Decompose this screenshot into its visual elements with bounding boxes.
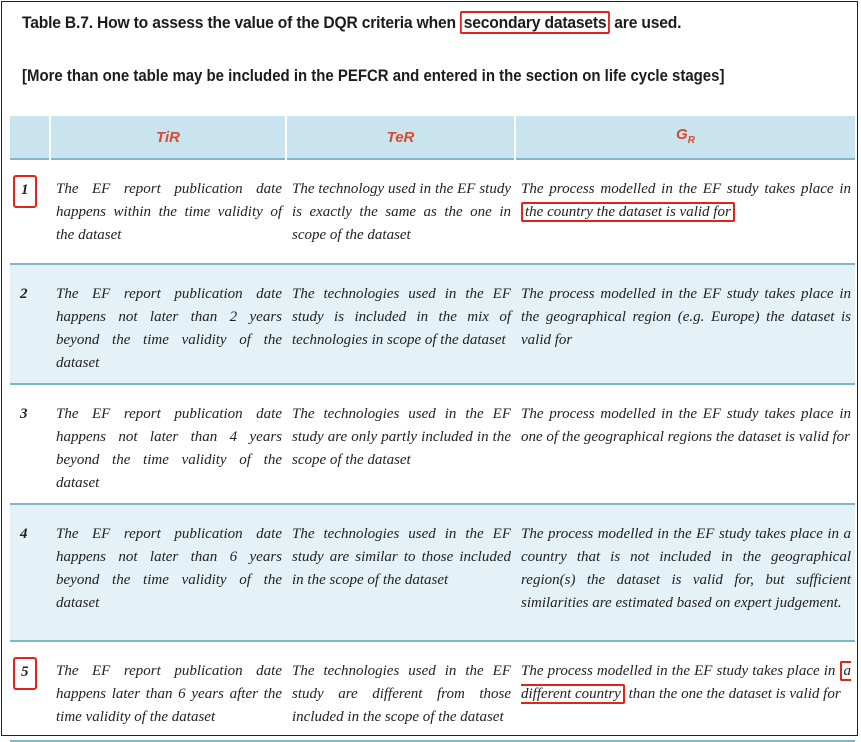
table-row <box>10 159 855 264</box>
gr-text: The process modelled in the EF study takes place in <box>521 663 840 679</box>
header-ter: TeR <box>286 116 515 159</box>
caption-suffix: are used. <box>610 13 682 32</box>
table-header <box>10 116 855 159</box>
table-row <box>10 641 855 741</box>
tir-cell: The EF report publication date happens within the time validity of the dataset <box>50 159 286 264</box>
gr-cell <box>515 159 855 264</box>
gr-highlight: a different country <box>521 663 851 702</box>
caption-highlight: secondary datasets <box>460 11 610 34</box>
table-row <box>10 384 855 504</box>
gr-text-after: than the one the dataset is valid for <box>624 686 841 702</box>
ter-cell: The technologies used in the EF study are only partly included in the scope of the dataset <box>286 384 515 504</box>
header-tir: TiR <box>50 116 286 159</box>
header-gr <box>515 116 855 159</box>
row-number-highlight: 5 <box>13 657 37 690</box>
gr-cell <box>515 264 855 384</box>
gr-cell <box>515 504 855 641</box>
tir-cell: The EF report publication date happens not later than 2 years beyond the time validity of the dataset <box>50 264 286 384</box>
table-note: [More than one table may be included in the PEFCR and entered in the section on life cycle stages] <box>22 66 725 85</box>
gr-text: The process modelled in the EF study takes place in one of the geographical regions the dataset is valid for <box>521 406 851 445</box>
caption-prefix: Table B.7. How to assess the value of the DQR criteria when <box>22 13 461 32</box>
header-gr-main: G <box>676 125 688 143</box>
ter-cell: The technologies used in the EF study are similar to those included in the scope of the dataset <box>286 504 515 641</box>
header-num <box>10 116 50 159</box>
gr-cell <box>515 641 855 741</box>
ter-cell: The technologies used in the EF study are different from those included in the scope of the dataset <box>286 641 515 741</box>
row-number <box>10 641 50 741</box>
gr-highlight: the country the dataset is valid for <box>521 202 735 222</box>
gr-text: The process modelled in the EF study takes place in <box>521 181 851 197</box>
table-row <box>10 504 855 641</box>
header-gr-sub: R <box>687 134 695 146</box>
gr-cell <box>515 384 855 504</box>
row-number: 2 <box>10 264 50 384</box>
tir-cell: The EF report publication date happens not later than 6 years beyond the time validity of the dataset <box>50 504 286 641</box>
dqr-table <box>10 116 855 742</box>
gr-text: The process modelled in the EF study takes place in a country that is not included in the geographical region(s) the dataset is valid for, but sufficient similarities are estimated based on expert judgement. <box>521 526 851 611</box>
row-number: 3 <box>10 384 50 504</box>
row-number <box>10 159 50 264</box>
tir-cell: The EF report publication date happens later than 6 years after the time validity of the dataset <box>50 641 286 741</box>
table-row <box>10 264 855 384</box>
ter-cell: The technologies used in the EF study is included in the mix of technologies in scope of the dataset <box>286 264 515 384</box>
row-number: 4 <box>10 504 50 641</box>
gr-text: The process modelled in the EF study takes place in the geographical region (e.g. Europe) the dataset is valid for <box>521 286 851 348</box>
row-number-highlight: 1 <box>13 175 37 208</box>
tir-cell: The EF report publication date happens not later than 4 years beyond the time validity of the dataset <box>50 384 286 504</box>
table-caption <box>22 13 681 33</box>
ter-cell: The technology used in the EF study is exactly the same as the one in scope of the dataset <box>286 159 515 264</box>
